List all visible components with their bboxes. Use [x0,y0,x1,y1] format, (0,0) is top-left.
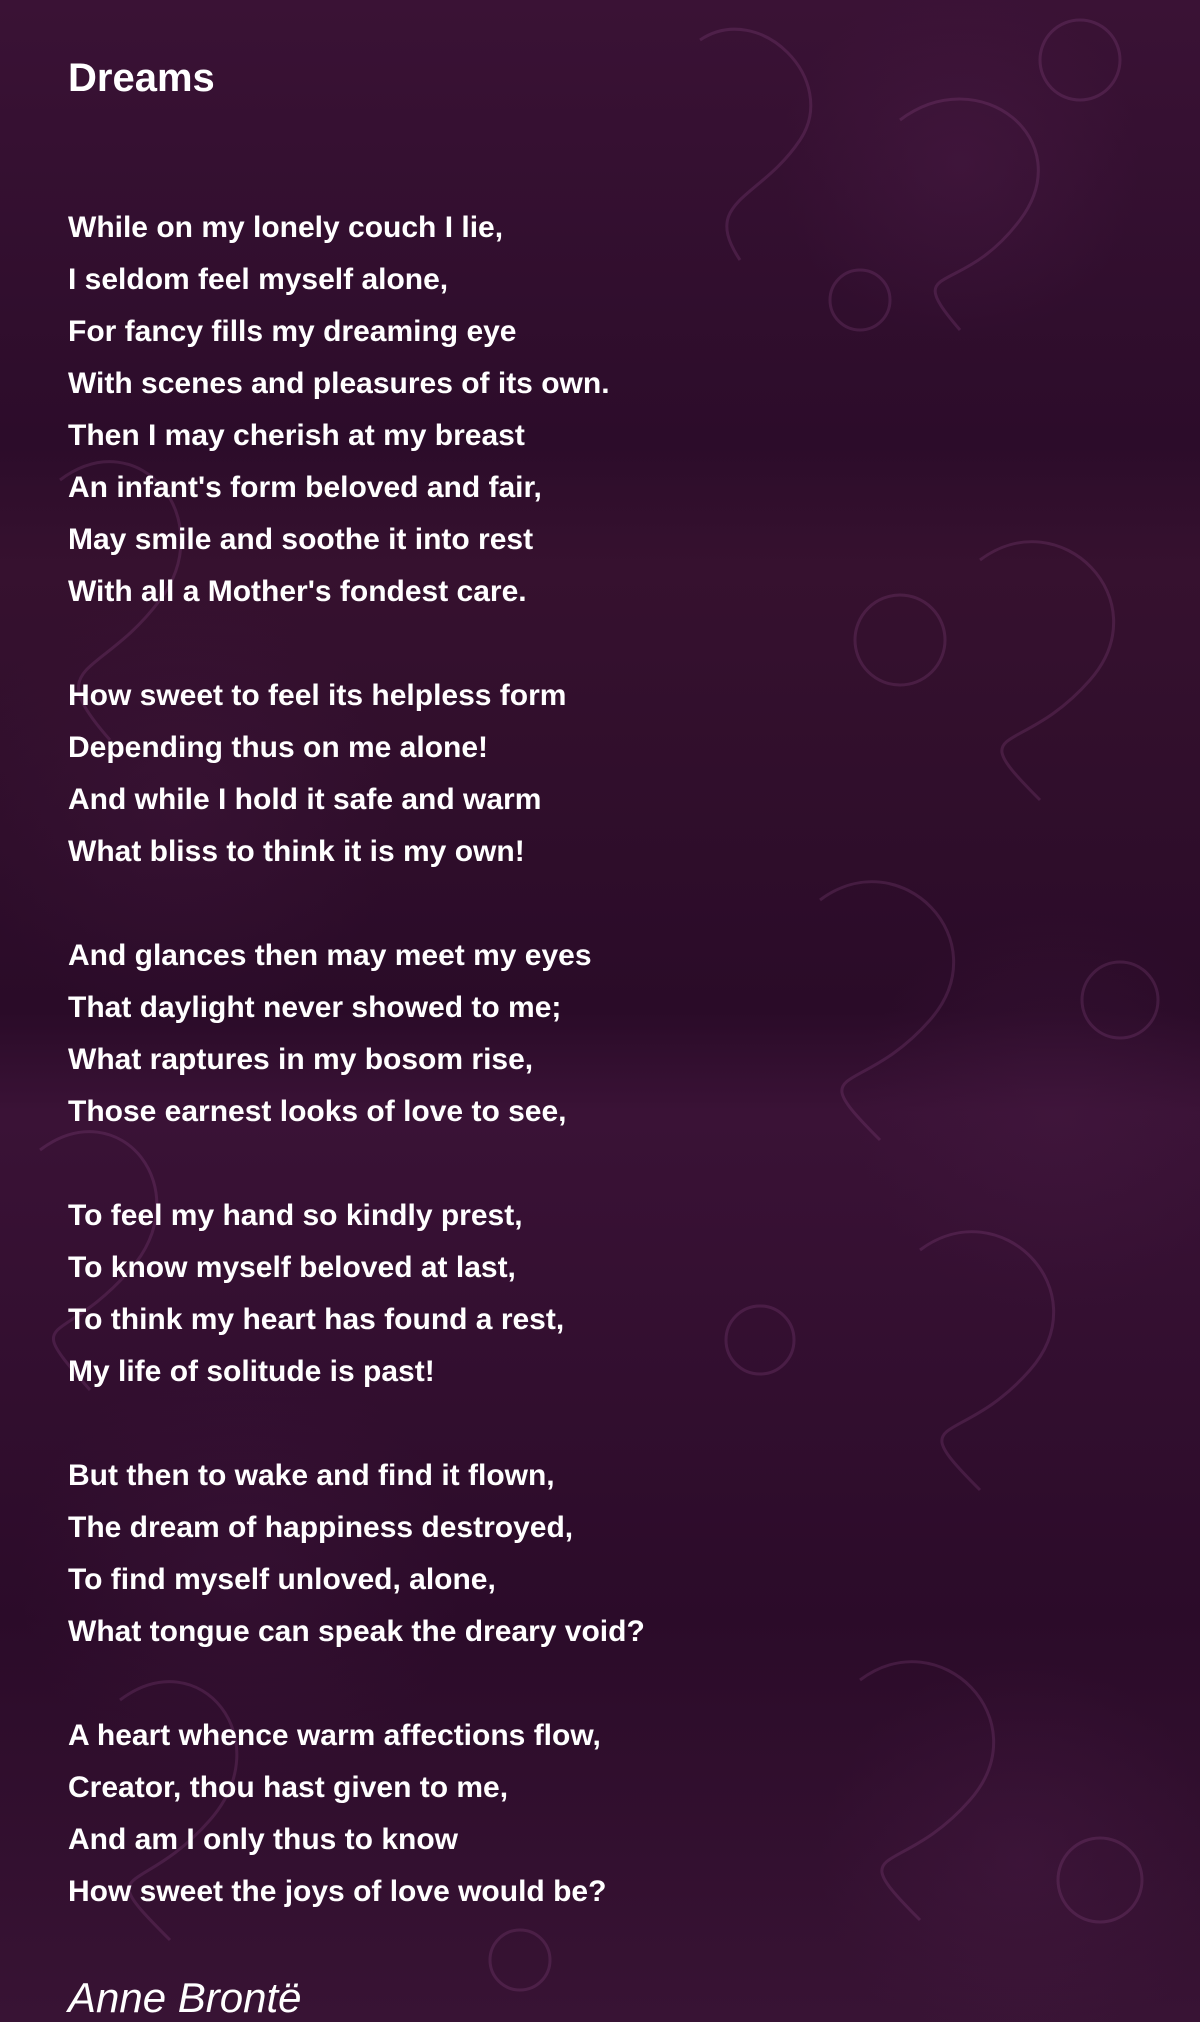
poem-line: And am I only thus to know [68,1823,458,1856]
poem-line: May smile and soothe it into rest [68,523,534,556]
poem-line: To find myself unloved, alone, [68,1563,496,1596]
poem-line: I seldom feel myself alone, [68,263,449,296]
poem-title: Dreams [68,56,215,100]
poem-line: To feel my hand so kindly prest, [68,1199,523,1232]
poem-line: To know myself beloved at last, [68,1251,516,1284]
poem-line: The dream of happiness destroyed, [68,1511,574,1544]
poem-author: Anne Brontë [68,1974,302,2021]
poem-line: With all a Mother's fondest care. [68,575,527,608]
stanza-5 [68,1450,1128,1658]
poem-line: To think my heart has found a rest, [68,1303,565,1336]
poem-line: What tongue can speak the dreary void? [68,1615,645,1648]
poem-line: And glances then may meet my eyes [68,939,592,972]
poem-line: For fancy fills my dreaming eye [68,315,517,348]
poem-line: What bliss to think it is my own! [68,835,525,868]
poem-line: My life of solitude is past! [68,1355,435,1388]
poem-line: Then I may cherish at my breast [68,419,525,452]
poem-line: And while I hold it safe and warm [68,783,542,816]
poem-content [68,50,1128,2022]
stanza-4 [68,1190,1128,1398]
poem-body [68,202,1128,1918]
poem-line: But then to wake and find it flown, [68,1459,555,1492]
poem-line: How sweet to feel its helpless form [68,679,567,712]
stanza-2 [68,670,1128,878]
poem-line: What raptures in my bosom rise, [68,1043,534,1076]
poem-line: Those earnest looks of love to see, [68,1095,567,1128]
poem-line: How sweet the joys of love would be? [68,1875,607,1908]
poem-line: That daylight never showed to me; [68,991,562,1024]
stanza-6 [68,1710,1128,1918]
poem-line: With scenes and pleasures of its own. [68,367,610,400]
poem-line: Depending thus on me alone! [68,731,489,764]
poem-line: Creator, thou hast given to me, [68,1771,509,1804]
poem-line: A heart whence warm affections flow, [68,1719,601,1752]
poem-line: While on my lonely couch I lie, [68,211,504,244]
stanza-1 [68,202,1128,618]
stanza-3 [68,930,1128,1138]
poem-line: An infant's form beloved and fair, [68,471,542,504]
